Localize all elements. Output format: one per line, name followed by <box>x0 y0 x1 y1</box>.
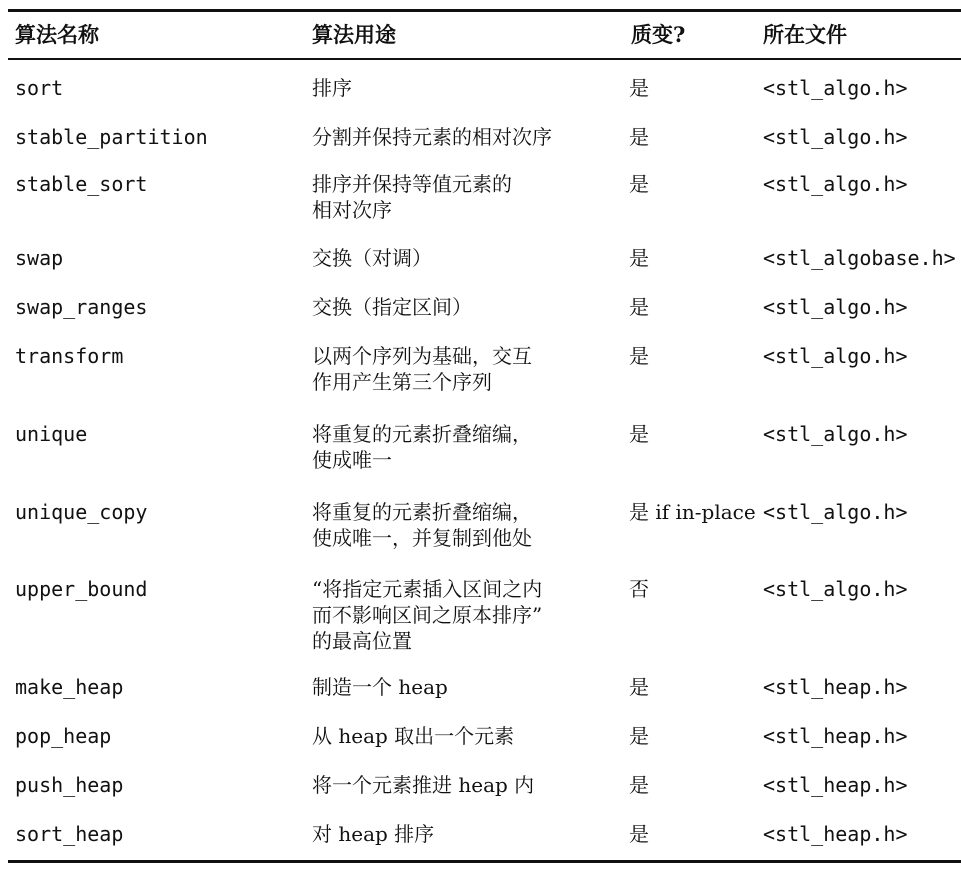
top-rule <box>8 9 961 12</box>
header-file-name: <stl_algo.h> <box>763 500 908 524</box>
algorithm-name: pop_heap <box>15 724 112 748</box>
mutating-flag: 是 <box>629 172 649 196</box>
mutating-flag: 是 <box>629 724 649 748</box>
header-file-name: <stl_heap.h> <box>763 773 908 797</box>
algorithm-use <box>312 499 532 551</box>
header-file-name: <stl_algo.h> <box>763 125 908 149</box>
algorithm-use <box>312 723 514 749</box>
header-file-name: <stl_algo.h> <box>763 422 908 446</box>
header-mutating: 质变? <box>631 22 686 47</box>
algorithm-use-line: 将重复的元素折叠缩编， <box>312 500 532 524</box>
header-file-name: <stl_algo.h> <box>763 172 908 196</box>
header-rule <box>8 58 961 60</box>
algorithm-use <box>312 171 512 223</box>
algorithm-name: upper_bound <box>15 577 148 601</box>
algorithm-use <box>312 576 542 654</box>
algorithm-use <box>312 674 448 700</box>
algorithm-use-line: 作用产生第三个序列 <box>312 370 492 394</box>
header-file-name: <stl_algo.h> <box>763 76 908 100</box>
mutating-flag: 是 <box>629 675 649 699</box>
mutating-flag: 是 <box>629 295 649 319</box>
algorithm-use <box>312 75 352 101</box>
header-file-name: <stl_algo.h> <box>763 295 908 319</box>
mutating-flag: 是 <box>629 422 649 446</box>
mutating-flag: 是 <box>629 773 649 797</box>
algorithm-use <box>312 821 434 847</box>
algorithm-use-line: 排序并保持等值元素的 <box>312 172 512 196</box>
header-file-name: <stl_algo.h> <box>763 577 908 601</box>
algorithm-use-line: 以两个序列为基础，交互 <box>312 344 532 368</box>
algorithm-use-line: 将重复的元素折叠缩编， <box>312 422 532 446</box>
algorithm-use-line: 使成唯一 <box>312 448 392 472</box>
algorithm-name: unique_copy <box>15 500 148 524</box>
algorithm-use-line: 对 heap 排序 <box>312 822 435 846</box>
mutating-flag: 是 <box>629 246 649 270</box>
algorithm-name: sort_heap <box>15 822 124 846</box>
algorithm-use-line: 交换（指定区间） <box>312 295 472 319</box>
algorithm-use-line: “将指定元素插入区间之内 <box>312 577 543 601</box>
algorithm-name: stable_sort <box>15 172 148 196</box>
mutating-flag: 是 if in-place <box>629 500 756 524</box>
algorithm-use <box>312 245 432 271</box>
mutating-flag: 是 <box>629 76 649 100</box>
mutating-flag: 是 <box>629 125 649 149</box>
bottom-rule <box>8 860 961 863</box>
header-file-name: <stl_algobase.h> <box>763 246 956 270</box>
algorithm-use <box>312 421 532 473</box>
mutating-flag: 是 <box>629 344 649 368</box>
algorithm-use-line: 从 heap 取出一个元素 <box>312 724 515 748</box>
mutating-flag: 是 <box>629 822 649 846</box>
algorithm-name: make_heap <box>15 675 124 699</box>
header-file: 所在文件 <box>763 22 847 47</box>
algorithm-use-line: 将一个元素推进 heap 内 <box>312 773 535 797</box>
algorithm-name: transform <box>15 344 124 368</box>
algorithm-name: unique <box>15 422 88 446</box>
algorithm-use-line: 相对次序 <box>312 198 392 222</box>
algorithm-name: swap_ranges <box>15 295 148 319</box>
algorithm-name: stable_partition <box>15 125 208 149</box>
algorithm-name: push_heap <box>15 773 124 797</box>
algorithm-use <box>312 294 472 320</box>
header-file-name: <stl_heap.h> <box>763 724 908 748</box>
algorithm-use-line: 的最高位置 <box>312 629 412 653</box>
header-file-name: <stl_heap.h> <box>763 822 908 846</box>
algorithm-use-line: 分割并保持元素的相对次序 <box>312 125 552 149</box>
header-file-name: <stl_heap.h> <box>763 675 908 699</box>
mutating-flag: 否 <box>629 577 649 601</box>
algorithm-use-line: 排序 <box>312 76 352 100</box>
algorithm-use <box>312 124 552 150</box>
header-algorithm-use: 算法用途 <box>312 22 396 47</box>
header-file-name: <stl_algo.h> <box>763 344 908 368</box>
algorithm-use <box>312 343 532 395</box>
header-algorithm-name: 算法名称 <box>15 22 99 47</box>
algorithm-name: sort <box>15 76 64 100</box>
algorithm-use-line: 制造一个 heap <box>312 675 448 699</box>
algorithm-use-line: 使成唯一，并复制到他处 <box>312 526 532 550</box>
algorithm-name: swap <box>15 246 64 270</box>
algorithm-use <box>312 772 534 798</box>
algorithm-use-line: 交换（对调） <box>312 246 432 270</box>
algorithm-use-line: 而不影响区间之原本排序” <box>312 603 543 627</box>
